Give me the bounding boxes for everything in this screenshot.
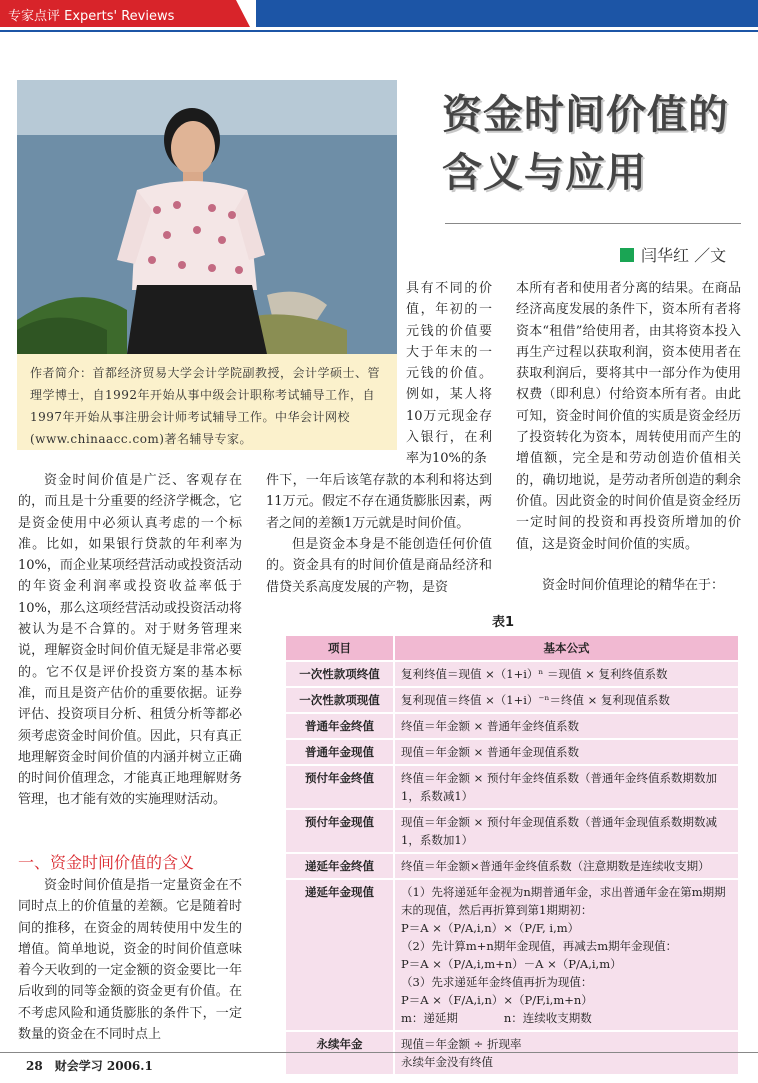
- table-row-item: 普通年金现值: [285, 739, 394, 765]
- col3-paragraph-1: 本所有者和使用者分离的结果。在商品经济高度发展的条件下，资本所有者将资本“租借”给使用者，由其将资本投入再生产过程以获取利润，资本使用者在获取利润后，要将其中一部分作为使用权费（即利息）付给资本所有者。由此可知，资金时间价值的实质是资金经历了投资转化为资本，周转使用而产生的增值额，完全是和劳动创造价值相关的，确切地说，是劳动者所创造的剩余价值。因此资金的时间价值是资金经历一定时间的投资和再投资所增加的价值，这是资金时间价值的实质。: [516, 281, 741, 552]
- author-byline: 闫华红 ／文: [641, 246, 727, 265]
- formula-line: 现值＝年金额 × 预付年金现值系数（普通年金现值系数期数减1，系数加1）: [401, 815, 717, 847]
- table-row-formula: [394, 809, 739, 853]
- table-row-item: 永续年金: [285, 1031, 394, 1075]
- table-row: [285, 713, 739, 739]
- table-row: [285, 879, 739, 1031]
- col2-wide-text: 件下，一年后该笔存款的本利和将达到11万元。假定不存在通货膨胀因素，两者之间的差额1万元就是时间价值。: [266, 473, 492, 531]
- table-header-formula: 基本公式: [394, 635, 739, 661]
- formula-line: 复利现值＝终值 ×（1+i）⁻ⁿ＝终值 × 复利现值系数: [401, 693, 670, 707]
- formula-table: [284, 634, 740, 1076]
- page-footer: 28 财会学习 2006.1: [26, 1059, 153, 1073]
- table-row-item: 递延年金现值: [285, 879, 394, 1031]
- formula-line: 现值＝年金额 × 普通年金现值系数: [401, 745, 579, 759]
- table-row-item: 预付年金终值: [285, 765, 394, 809]
- table-header-row: [285, 635, 739, 661]
- formula-line: 终值＝年金额 × 预付年金终值系数（普通年金终值系数期数加1，系数减1）: [401, 771, 717, 803]
- table-row-formula: [394, 687, 739, 713]
- article-title-line2: 含义与应用: [442, 150, 647, 196]
- formula-line: P＝A ×（F/A,i,n）×（P/F,i,m+n）: [401, 993, 593, 1007]
- table-row: [285, 853, 739, 879]
- col1-paragraph-1: 资金时间价值是广泛、客观存在的，而且是十分重要的经济学概念，它是资金使用中必须认真考虑的一个标准。比如，如果银行贷款的年利率为10%，而企业某项经营活动或投资活动的年资金利润率或投资收益率低于10%，那么这项经营活动或投资活动将被认为是不合算的。对于财务管理来说，理解资金时间价值无疑是非常必要的。它不仅是评价投资方案的基本标准，而且是资产估价的重要依据。证券评估、投资项目分析、租赁分析等都必须考虑资金时间价值。因此，只有真正地理解资金时间价值的内涵并树立正确的时间价值理念，才能真正地理解财务管理，也才能有效的实施理财活动。: [18, 473, 242, 808]
- title-rule: [445, 223, 741, 224]
- table-row-item: 预付年金现值: [285, 809, 394, 853]
- header-blue-band: [256, 0, 758, 27]
- col2-narrow-text: 具有不同的价值，年初的一元钱的价值要大于年末的一元钱的价值。例如，某人将10万元现金存入银行，在利率为10%的条: [406, 281, 492, 467]
- table-row: [285, 661, 739, 687]
- table-row-item: 一次性款项现值: [285, 687, 394, 713]
- table-row: [285, 765, 739, 809]
- header-rule: [0, 30, 758, 32]
- formula-line: m：递延期 n：连续收支期数: [401, 1011, 592, 1025]
- footer-rule: [0, 1052, 758, 1053]
- table-row: [285, 1031, 739, 1075]
- formula-line: P＝A ×（P/A,i,m+n）－A ×（P/A,i,m）: [401, 957, 622, 971]
- formula-line: （2）先计算m+n期年金现值，再减去m期年金现值：: [401, 939, 678, 953]
- table-row-item: 递延年金终值: [285, 853, 394, 879]
- table-row-formula: [394, 765, 739, 809]
- table-row-item: 一次性款项终值: [285, 661, 394, 687]
- table-row: [285, 739, 739, 765]
- formula-line: （3）先求递延年金终值再折为现值：: [401, 975, 593, 989]
- formula-line: 终值＝年金额 × 普通年金终值系数: [401, 719, 579, 733]
- table-caption: 表1: [492, 615, 515, 630]
- formula-line: 复利终值＝现值 ×（1+i）ⁿ ＝现值 × 复利终值系数: [401, 667, 668, 681]
- table-row-formula: [394, 713, 739, 739]
- formula-line: 终值＝年金额×普通年金终值系数（注意期数是连续收支期）: [401, 859, 710, 873]
- table-row: [285, 809, 739, 853]
- table-row-formula: [394, 661, 739, 687]
- section-label: 专家点评 Experts' Reviews: [8, 9, 175, 24]
- table-row: [285, 687, 739, 713]
- table-header-item: 项目: [285, 635, 394, 661]
- formula-line: （1）先将递延年金视为n期普通年金，求出普通年金在第m期期末的现值，然后再折算到第1期期初：: [401, 885, 726, 917]
- formula-line: P＝A ×（P/A,i,n）×（P/F, i,m）: [401, 921, 580, 935]
- section-1-title: 一、资金时间价值的含义: [18, 853, 195, 872]
- table-row-formula: [394, 1031, 739, 1075]
- article-title: [442, 86, 752, 202]
- col1-paragraph-2: 资金时间价值是指一定量资金在不同时点上的价值量的差额。它是随着时间的推移，在资金的周转使用中发生的增值。简单地说，资金的时间价值意味着今天收到的一定金额的资金要比一年后收到的同等金额的资金更有价值。在不考虑风险和通货膨胀的条件下，一定数量的资金在不同时点上: [18, 878, 242, 1043]
- table-row-formula: [394, 879, 739, 1031]
- col2-paragraph-2: 但是资金本身是不能创造任何价值的。资金具有的时间价值是商品经济和借贷关系高度发展的产物，是资: [266, 537, 492, 595]
- author-photo: [17, 80, 397, 354]
- article-title-line1: 资金时间价值的: [442, 92, 729, 138]
- author-marker-icon: [620, 248, 634, 262]
- author-bio: 作者简介：首都经济贸易大学会计学院副教授，会计学硕士、管理学博士，自1992年开始从事中级会计职称考试辅导工作，自1997年开始从事注册会计师考试辅导工作。中华会计网校(www.chinaacc.com)著名辅导专家。: [30, 366, 381, 446]
- author-photo-illustration: [17, 80, 397, 354]
- formula-line: 永续年金没有终值: [401, 1055, 493, 1069]
- table-row-formula: [394, 739, 739, 765]
- table-row-formula: [394, 853, 739, 879]
- formula-line: 现值＝年金额 ÷ 折现率: [401, 1037, 522, 1051]
- col3-paragraph-2: 资金时间价值理论的精华在于：: [542, 578, 725, 593]
- header-divider: [236, 0, 250, 27]
- table-row-item: 普通年金终值: [285, 713, 394, 739]
